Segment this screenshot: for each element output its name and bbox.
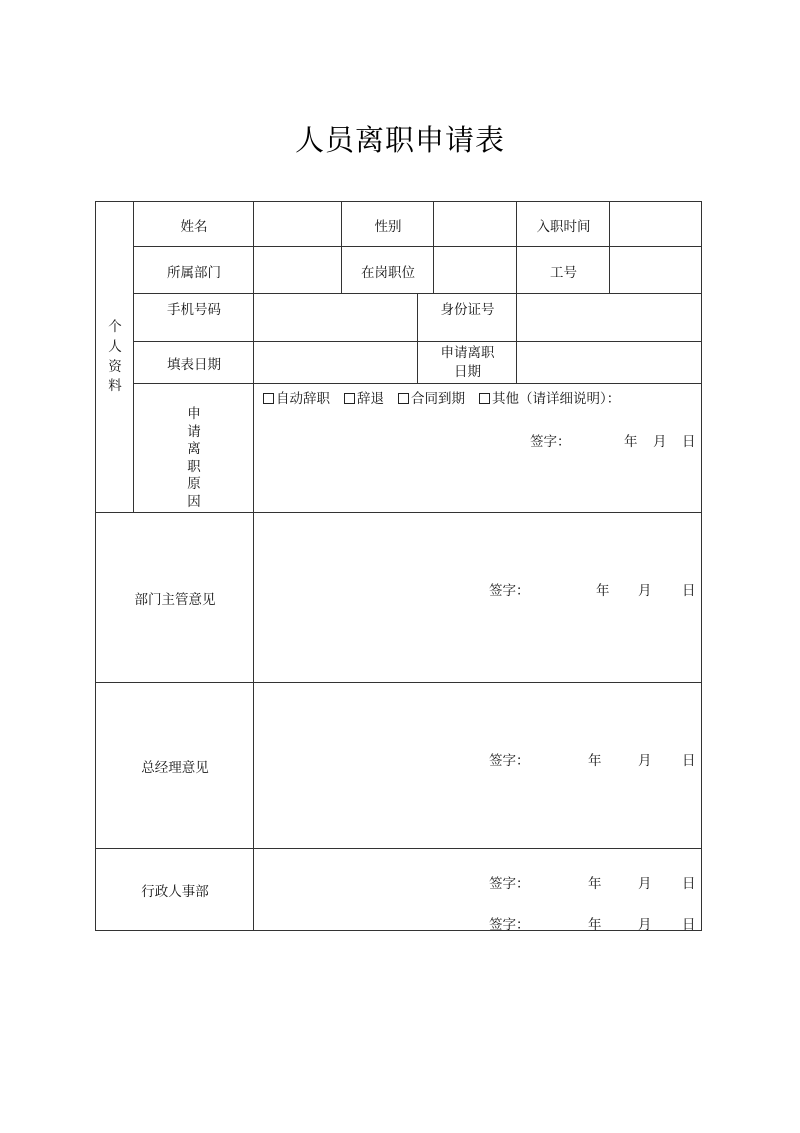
checkbox-icon[interactable] — [344, 393, 355, 404]
phone-field[interactable] — [253, 293, 418, 342]
hr-admin-day2: 日 — [682, 917, 696, 933]
general-manager-year: 年 — [588, 753, 602, 769]
reason-sign-label: 签字： — [530, 434, 571, 450]
dept-manager-month: 月 — [638, 583, 652, 599]
option-voluntary[interactable]: 自动辞职 — [263, 391, 330, 407]
department-label: 所属部门 — [133, 246, 254, 294]
vertical-char: 原 — [187, 476, 201, 493]
vertical-char: 资 — [108, 358, 122, 375]
hr-admin-content[interactable] — [253, 848, 702, 931]
checkbox-icon[interactable] — [263, 393, 274, 404]
option-contract-expired[interactable]: 合同到期 — [398, 391, 465, 407]
resign-date-field[interactable] — [516, 341, 702, 384]
dept-manager-year: 年 — [596, 583, 610, 599]
reason-content — [253, 383, 702, 513]
resign-date-label-line1: 申请离职 — [440, 345, 495, 361]
fill-date-label: 填表日期 — [133, 341, 254, 384]
reason-label — [133, 383, 254, 513]
vertical-char: 个 — [108, 319, 122, 336]
general-manager-label: 总经理意见 — [95, 682, 254, 849]
hr-admin-day1: 日 — [682, 876, 696, 892]
name-label: 姓名 — [133, 201, 254, 247]
reason-label-text — [187, 406, 201, 511]
hr-admin-year2: 年 — [588, 917, 602, 933]
vertical-char: 料 — [108, 378, 122, 395]
id-card-label: 身份证号 — [417, 293, 517, 342]
dept-manager-sign-label: 签字： — [489, 583, 530, 599]
page-title: 人员离职申请表 — [294, 123, 505, 157]
hr-admin-month2: 月 — [638, 917, 652, 933]
resign-date-label-line2: 日期 — [454, 364, 481, 380]
resign-date-label — [417, 341, 517, 384]
vertical-char: 人 — [108, 338, 122, 355]
hire-date-label: 入职时间 — [516, 201, 610, 247]
dept-manager-label: 部门主管意见 — [95, 512, 254, 683]
vertical-char: 离 — [187, 441, 201, 458]
dept-manager-content[interactable] — [253, 512, 702, 683]
position-label: 在岗职位 — [341, 246, 434, 294]
gender-label: 性别 — [341, 201, 434, 247]
hr-admin-year1: 年 — [588, 876, 602, 892]
general-manager-content[interactable] — [253, 682, 702, 849]
general-manager-day: 日 — [682, 753, 696, 769]
hr-admin-label: 行政人事部 — [95, 848, 254, 931]
hr-admin-sign2-label: 签字： — [489, 917, 530, 933]
fill-date-field[interactable] — [253, 341, 418, 384]
checkbox-icon[interactable] — [398, 393, 409, 404]
checkbox-icon[interactable] — [479, 393, 490, 404]
vertical-char: 申 — [187, 406, 201, 422]
reason-year: 年 — [624, 434, 638, 450]
option-dismissed[interactable]: 辞退 — [344, 391, 384, 407]
vertical-char: 职 — [187, 458, 201, 475]
employee-id-label: 工号 — [516, 246, 610, 294]
reason-day: 日 — [682, 434, 696, 450]
section-personal-info-label — [108, 318, 122, 396]
gender-field[interactable] — [433, 201, 517, 247]
hire-date-field[interactable] — [609, 201, 702, 247]
employee-id-field[interactable] — [609, 246, 702, 294]
position-field[interactable] — [433, 246, 517, 294]
section-personal-info — [95, 201, 134, 513]
dept-manager-day: 日 — [682, 583, 696, 599]
name-field[interactable] — [253, 201, 342, 247]
option-other[interactable]: 其他（请详细说明）： — [479, 391, 620, 407]
hr-admin-sign1-label: 签字： — [489, 876, 530, 892]
hr-admin-month1: 月 — [638, 876, 652, 892]
phone-label: 手机号码 — [133, 293, 254, 342]
reason-month: 月 — [653, 434, 667, 450]
vertical-char: 请 — [187, 423, 201, 440]
id-card-field[interactable] — [516, 293, 702, 342]
general-manager-sign-label: 签字： — [489, 753, 530, 769]
vertical-char: 因 — [187, 493, 201, 510]
general-manager-month: 月 — [638, 753, 652, 769]
department-field[interactable] — [253, 246, 342, 294]
reason-options — [263, 387, 620, 407]
